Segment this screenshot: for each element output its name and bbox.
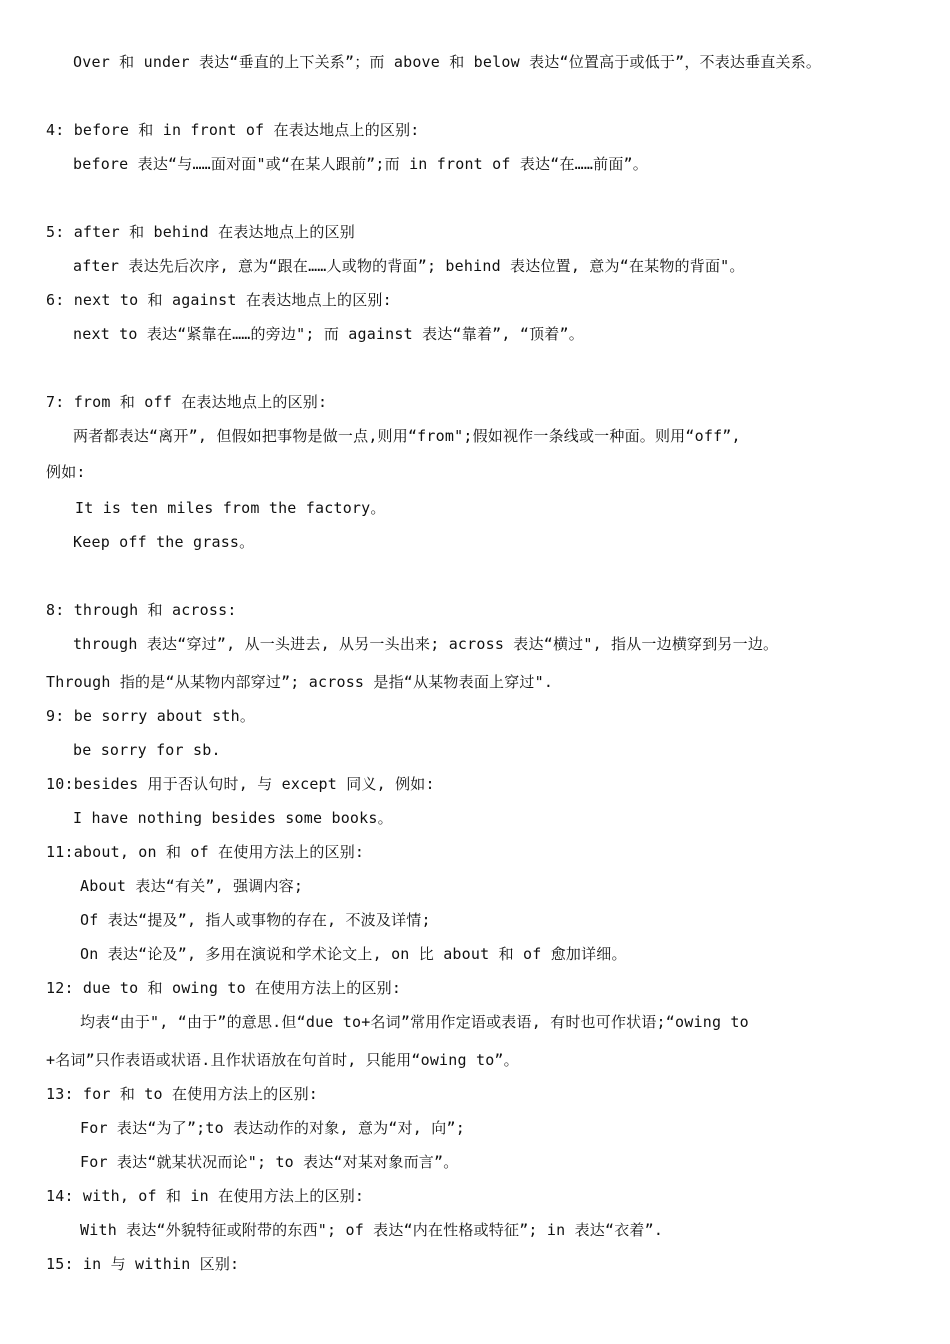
text-line: +名词”只作表语或状语.且作状语放在句首时, 只能用“owing to”。	[46, 1051, 519, 1069]
text-line: be sorry for sb.	[73, 741, 221, 759]
text-line: after 表达先后次序, 意为“跟在……人或物的背面”; behind 表达位置, 意为“在某物的背面"。	[73, 257, 745, 275]
example-sentence: I have nothing besides some books。	[73, 809, 393, 827]
text-line: 两者都表达“离开”, 但假如把事物是做一点,则用“from";假如视作一条线或一种面。则用“off”,	[73, 427, 741, 445]
section-heading: 6: next to 和 against 在表达地点上的区别:	[46, 291, 392, 309]
example-sentence: Keep off the grass。	[73, 533, 255, 551]
section-heading: 15: in 与 within 区别:	[46, 1255, 240, 1273]
text-line: On 表达“论及”, 多用在演说和学术论文上, on 比 about 和 of 愈加详细。	[80, 945, 627, 963]
text-line: For 表达“为了”;to 表达动作的对象, 意为“对, 向”;	[80, 1119, 465, 1137]
section-heading: 8: through 和 across:	[46, 601, 237, 619]
section-heading: 9: be sorry about sth。	[46, 707, 256, 725]
text-line: Through 指的是“从某物内部穿过”; across 是指“从某物表面上穿过".	[46, 673, 554, 691]
section-heading: 5: after 和 behind 在表达地点上的区别	[46, 223, 355, 241]
section-heading: 10:besides 用于否认句时, 与 except 同义, 例如:	[46, 775, 435, 793]
text-line: With 表达“外貌特征或附带的东西"; of 表达“内在性格或特征”; in 表达“衣着”.	[80, 1221, 664, 1239]
text-line: About 表达“有关”, 强调内容;	[80, 877, 304, 895]
text-line: through 表达“穿过”, 从一头进去, 从另一头出来; across 表达“横过", 指从一边横穿到另一边。	[73, 635, 779, 653]
section-heading: 14: with, of 和 in 在使用方法上的区别:	[46, 1187, 365, 1205]
text-line: 例如:	[46, 463, 86, 481]
text-line: Over 和 under 表达“垂直的上下关系”；而 above 和 below 表达“位置高于或低于”，不表达垂直关系。	[73, 53, 822, 71]
section-heading: 13: for 和 to 在使用方法上的区别:	[46, 1085, 319, 1103]
section-heading: 7: from 和 off 在表达地点上的区别:	[46, 393, 328, 411]
text-line: For 表达“就某状况而论"; to 表达“对某对象而言”。	[80, 1153, 459, 1171]
text-line: before 表达“与……面对面"或“在某人跟前”;而 in front of 表达“在……前面”。	[73, 155, 648, 173]
section-heading: 11:about, on 和 of 在使用方法上的区别:	[46, 843, 365, 861]
text-line: next to 表达“紧靠在……的旁边"; 而 against 表达“靠着”, “顶着”。	[73, 325, 584, 343]
text-line: Of 表达“提及”, 指人或事物的存在, 不波及详情;	[80, 911, 431, 929]
section-heading: 12: due to 和 owing to 在使用方法上的区别:	[46, 979, 402, 997]
example-sentence: It is ten miles from the factory。	[75, 499, 386, 517]
section-heading: 4: before 和 in front of 在表达地点上的区别:	[46, 121, 420, 139]
text-line: 均表“由于", “由于”的意思.但“due to+名词”常用作定语或表语, 有时也可作状语;“owing to	[80, 1013, 749, 1031]
